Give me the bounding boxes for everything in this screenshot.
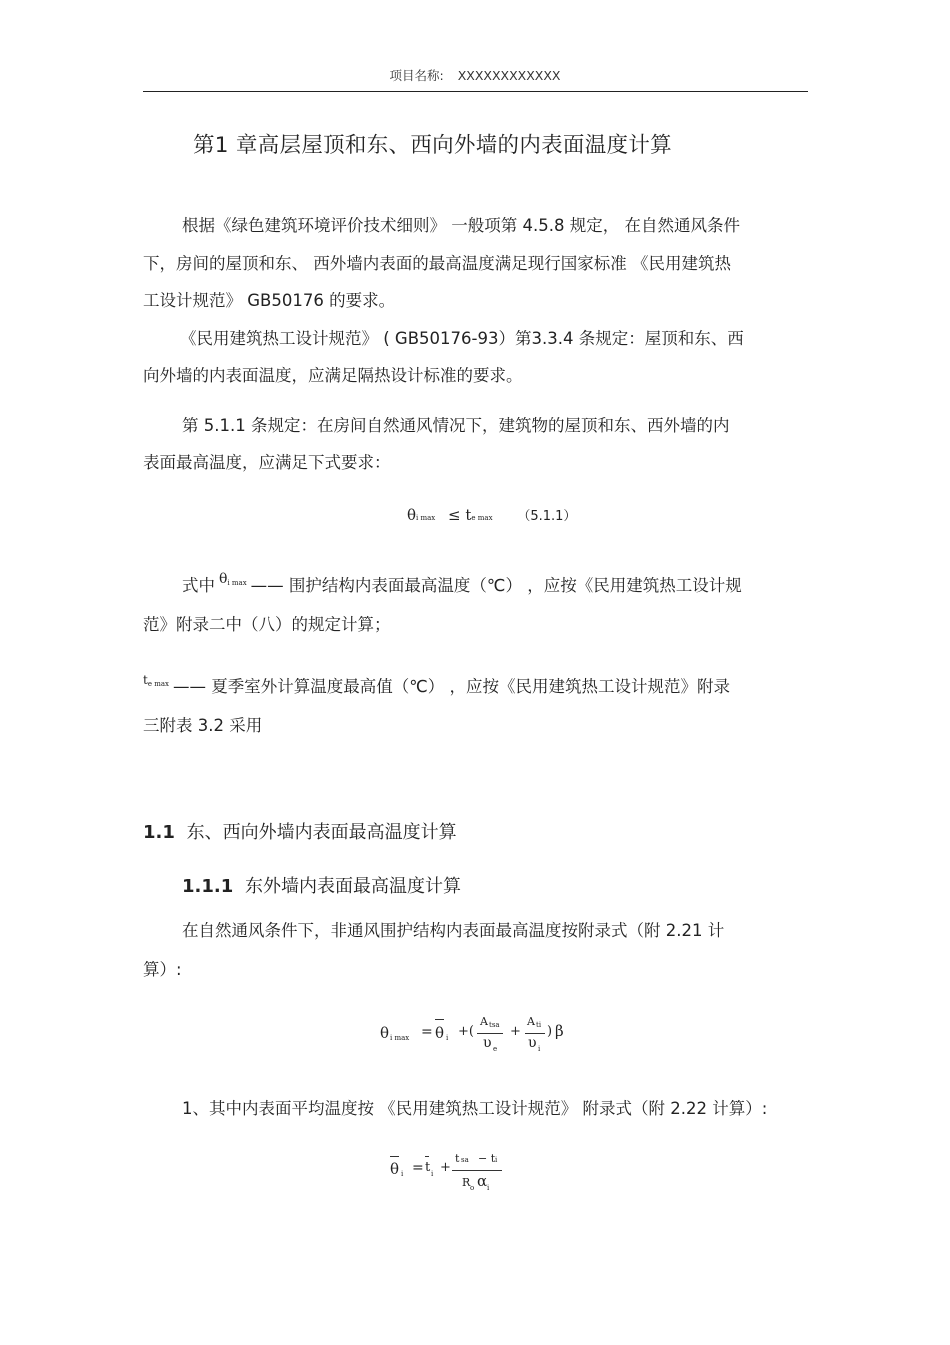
para4-line2: 算）: <box>143 960 182 979</box>
def1-line1 <box>182 572 742 596</box>
section-1-1-heading <box>143 818 457 844</box>
eq511-number: （5.1.1） <box>517 509 577 524</box>
eq222-t-sub: i <box>431 1170 434 1178</box>
para1-line3: 工设计规范》 GB50176 的要求。 <box>143 291 396 310</box>
eq221-plus-open: +( <box>458 1024 474 1039</box>
def1-theta-sub: i max <box>227 579 247 587</box>
def1-line2: 范》附录二中（八）的规定计算； <box>143 615 391 634</box>
para1-line1: 根据《绿色建筑环境评价技术细则》 一般项第 4.5.8 规定， 在自然通风条件 <box>182 216 740 235</box>
para1-line2: 下，房间的屋顶和东、 西外墙内表面的最高温度满足现行国家标准 《民用建筑热 <box>143 254 731 273</box>
eq221-sub: i max <box>390 1034 410 1042</box>
chapter-title: 第1 章高层屋顶和东、西向外墙的内表面温度计算 <box>193 133 672 158</box>
eq221-close: ) <box>547 1024 553 1039</box>
section-1-1-1-number: 1.1.1 <box>182 876 234 897</box>
section-1-1-number: 1.1 <box>143 822 175 843</box>
eq222-den-R-sub: o <box>470 1184 475 1192</box>
eq221-den1-sub: e <box>493 1045 498 1053</box>
eq222-plus: + <box>440 1160 451 1175</box>
def1-theta: θ <box>219 571 228 587</box>
def2-line1 <box>143 673 730 697</box>
eq222-num-sub: sa <box>461 1156 469 1164</box>
eq221-frac2-bar <box>525 1033 545 1034</box>
equation-2-22 <box>388 1150 518 1200</box>
eq221-bar-sub: i <box>446 1034 449 1042</box>
eq221-beta: β <box>555 1022 564 1040</box>
def2-text: —— 夏季室外计算温度最高值（℃） ，应按《民用建筑热工设计规范》附录 <box>172 677 730 696</box>
eq222-minus-sub: i <box>495 1156 498 1164</box>
para2-line1: 《民用建筑热工设计规范》 ( GB50176-93）第3.3.4 条规定：屋顶和东、西 <box>180 329 744 348</box>
section-1-1-text: 东、西向外墙内表面最高温度计算 <box>186 822 457 843</box>
eq222-overbar-theta <box>390 1156 399 1157</box>
eq511-sub1: i max <box>416 514 436 522</box>
equation-2-21 <box>380 1012 580 1062</box>
def2-line2: 三附表 3.2 采用 <box>143 716 263 735</box>
eq222-den-R: R <box>462 1176 471 1189</box>
para2-line2: 向外墙的内表面温度，应满足隔热设计标准的要求。 <box>143 366 523 385</box>
def1-text: —— 围护结构内表面最高温度（℃） ，应按《民用建筑热工设计规 <box>250 576 742 595</box>
eq222-equals: = <box>412 1160 424 1176</box>
eq221-num2-sub: ti <box>536 1021 542 1029</box>
def2-t-sub: e max <box>147 680 169 688</box>
page-header <box>0 66 950 84</box>
eq221-den1: υ <box>483 1035 492 1051</box>
eq222-num: t <box>455 1152 460 1165</box>
section-1-1-1-heading <box>182 872 461 898</box>
def1-prefix: 式中 <box>182 576 215 595</box>
eq221-num2: A <box>527 1015 535 1028</box>
para3-line2: 表面最高温度，应满足下式要求： <box>143 453 391 472</box>
eq511-sub2: e max <box>471 514 493 522</box>
eq221-frac1-bar <box>477 1033 503 1034</box>
project-name-value: XXXXXXXXXXXX <box>457 68 561 83</box>
project-name-label: 项目名称: <box>389 68 444 83</box>
eq222-theta-bar: θ <box>390 1160 400 1178</box>
header-rule <box>143 91 808 92</box>
eq221-theta: θ <box>380 1024 390 1042</box>
eq221-plus2: + <box>510 1024 521 1039</box>
eq222-t: t <box>425 1160 431 1175</box>
def2-t: t <box>143 673 148 687</box>
equation-5-1-1 <box>407 505 576 524</box>
eq222-frac-bar <box>452 1170 502 1171</box>
para3-line1: 第 5.1.1 条规定：在房间自然通风情况下，建筑物的屋顶和东、西外墙的内 <box>182 416 730 435</box>
eq222-den-alpha-sub: i <box>487 1184 490 1192</box>
eq221-num1-sub: tsa <box>489 1021 500 1029</box>
eq221-num1: A <box>480 1015 488 1028</box>
eq222-minus: − t <box>478 1152 496 1165</box>
para4-line1: 在自然通风条件下，非通风围护结构内表面最高温度按附录式（附 2.21 计 <box>182 921 725 940</box>
eq222-den-alpha: α <box>477 1172 488 1190</box>
eq221-theta-bar: θ <box>435 1024 445 1042</box>
eq221-den2-sub: i <box>538 1045 541 1053</box>
eq511-le: ≤ t <box>448 506 472 524</box>
eq221-overbar <box>435 1019 444 1020</box>
eq222-bar-sub: i <box>401 1170 404 1178</box>
eq221-den2: υ <box>528 1035 537 1051</box>
para5: 1、其中内表面平均温度按 《民用建筑热工设计规范》 附录式（附 2.22 计算）: <box>182 1099 768 1118</box>
eq221-equals: = <box>421 1024 433 1040</box>
eq222-overbar-t <box>425 1156 429 1157</box>
eq511-theta: θ <box>407 506 417 524</box>
section-1-1-1-text: 东外墙内表面最高温度计算 <box>244 876 461 897</box>
